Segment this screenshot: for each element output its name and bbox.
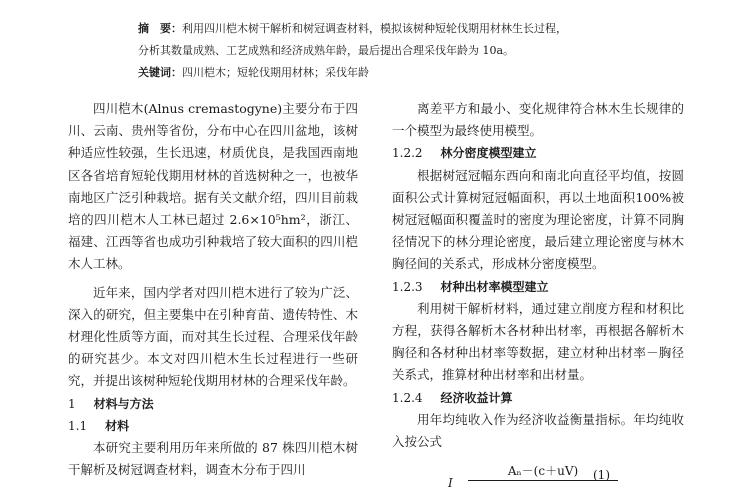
- density-paragraph: 根据树冠冠幅东西向和南北向直径平均值，按圆面积公式计算树冠冠幅面积，再以土地面积100%被树冠冠幅面积覆盖时的密度为理论密度，计算不同胸径情况下的林分理论密度，最后建立理论密度与林木胸径间的关系式，形成林分密度模型。: [392, 167, 684, 272]
- section-heading-1-2-3: [392, 276, 684, 298]
- abstract-line-2: [138, 40, 738, 62]
- section-number-1: 1: [68, 396, 76, 411]
- abstract-text-2: 分析其数量成熟、工艺成熟和经济成熟年龄，最后提出合理采伐年龄为 10a。: [138, 44, 515, 57]
- abstract-line-1: [138, 18, 738, 40]
- left-column: [68, 98, 358, 481]
- section-title-1-2-2: 林分密度模型建立: [440, 146, 537, 161]
- section-heading-1-2-2: [392, 142, 684, 164]
- intro-paragraph-2: 近年来，国内学者对四川桤木进行了较为广泛、深入的研究，但主要集中在引种育苗、遗传特性、木材理化性质等方面，而对其生长过程、合理采伐年龄的研究甚少。本文对四川桤木生长过程进行一些研究，并提出该树种短轮伐期用材林的合理采伐年龄。: [68, 284, 358, 389]
- intro-paragraph-1: 四川桤木(Alnus cremastogyne)主要分布于四川、云南、贵州等省份，分布中心在四川盆地，该树种适应性较强，生长迅速，材质优良，是我国西南地区各省培育短轮伐期用材林的首选树种之一，也被华南地区广泛引种栽培。据有关文献介绍，四川目前栽培的四川桤木人工林已超过 2.6×10⁵hm²，浙江、福建、江西等省也成功引种栽培了较大面积的四川桤木人工林。: [68, 101, 358, 272]
- materials-paragraph: 本研究主要利用历年来所做的 87 株四川桤木树干解析及树冠调查材料，调查木分布于四川: [68, 440, 358, 478]
- abstract-block: [138, 18, 738, 84]
- equation-symbol: I: [448, 476, 453, 490]
- section-heading-1: [68, 393, 358, 415]
- section-title-1: 材料与方法: [93, 396, 154, 411]
- section-number-1-2-4: 1.2.4: [392, 390, 423, 405]
- keywords-label: 关键词：: [138, 66, 182, 79]
- section-number-1-2-2: 1.2.2: [392, 146, 423, 161]
- keywords-line: [138, 62, 738, 84]
- section-number-1-2-3: 1.2.3: [392, 279, 423, 294]
- right-column: [392, 98, 684, 453]
- section-heading-1-1: [68, 415, 358, 437]
- section-heading-1-2-4: [392, 387, 684, 409]
- keywords-text: 四川桤木；短轮伐期用材林；采伐年龄: [182, 66, 369, 79]
- abstract-label: 摘 要：: [138, 22, 182, 35]
- section-title-1-2-3: 材种出材率模型建立: [440, 279, 549, 294]
- section-number-1-1: 1.1: [68, 418, 88, 433]
- equation-1: [448, 462, 678, 502]
- section-title-1-2-4: 经济收益计算: [440, 390, 513, 405]
- section-title-1-1: 材料: [105, 418, 130, 433]
- income-paragraph: 用年均纯收入作为经济收益衡量指标。年均纯收入按公式: [392, 411, 684, 450]
- equation-number: (1): [593, 468, 610, 482]
- abstract-text-1: 利用四川桤木树干解析和树冠调查材料，模拟该树种短轮伐期用材林生长过程，: [182, 22, 567, 35]
- yield-paragraph: 利用树干解析材料，通过建立削度方程和材积比方程，获得各解析木各材种出材率，再根据各解析木胸径和各材种出材率等数据，建立材种出材率－胸径关系式，推算材种出材率和出材量。: [392, 300, 684, 383]
- equation-numerator: Aₙ－(c＋uV): [468, 462, 618, 481]
- model-paragraph: 离差平方和最小、变化规律符合林木生长规律的一个模型为最终使用模型。: [392, 101, 684, 139]
